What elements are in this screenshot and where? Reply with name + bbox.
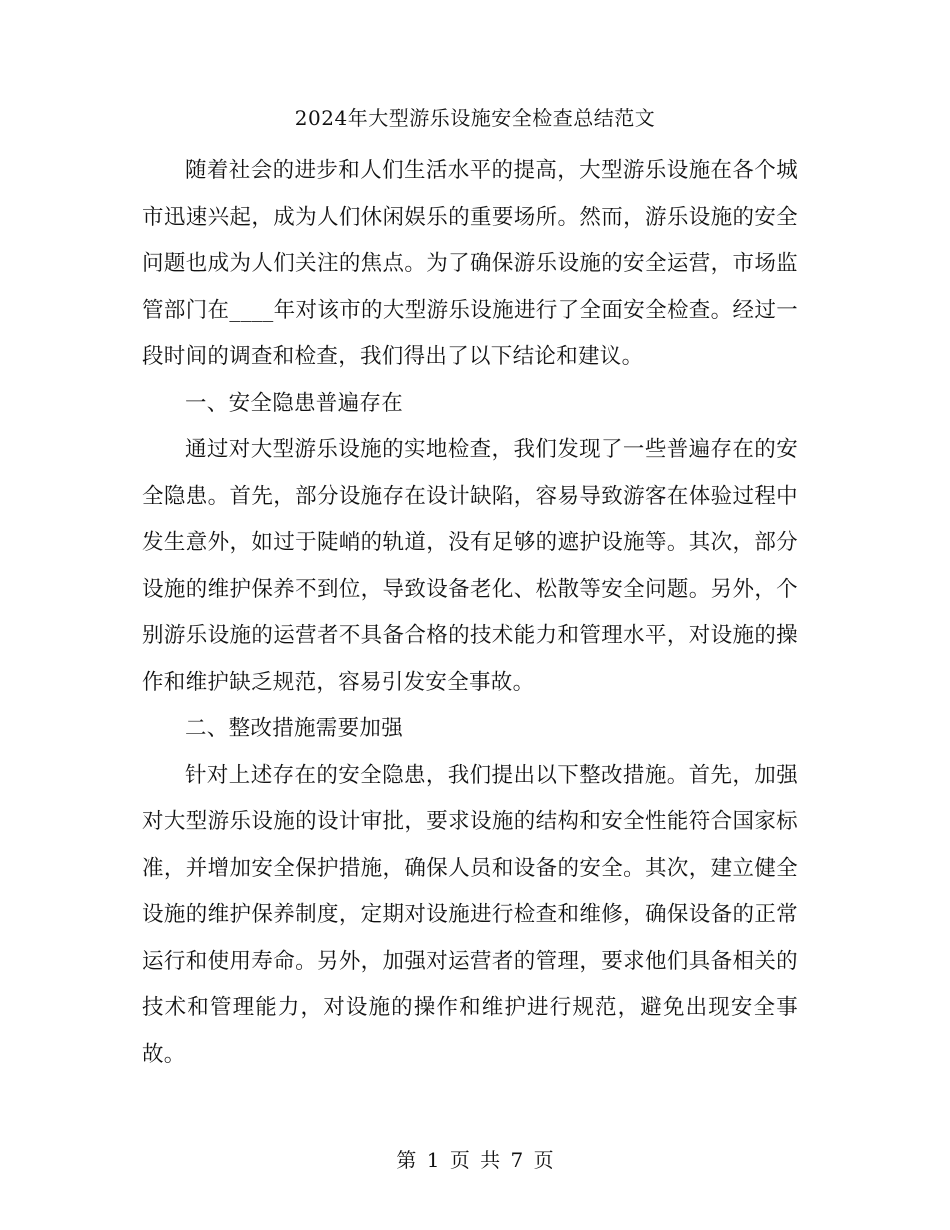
section-2-paragraph: 针对上述存在的安全隐患，我们提出以下整改措施。首先，加强对大型游乐设施的设计审批，要求设施的结构和安全性能符合国家标准，并增加安全保护措施，确保人员和设备的安全。其次，建立健全设施的维护保养制度，定期对设施进行检查和维修，确保设备的正常运行和使用寿命。另外，加强对运营者的管理，要求他们具备相关的技术和管理能力，对设施的操作和维护进行规范，避免出现安全事故。 [142, 762, 798, 1067]
document-body [142, 148, 798, 1078]
section-1-heading: 一、安全隐患普遍存在 [185, 390, 404, 416]
intro-paragraph: 随着社会的进步和人们生活水平的提高，大型游乐设施在各个城市迅速兴起，成为人们休闲娱乐的重要场所。然而，游乐设施的安全问题也成为人们关注的焦点。为了确保游乐设施的安全运营，市场监管部门在____年对该市的大型游乐设施进行了全面安全检查。经过一段时间的调查和检查，我们得出了以下结论和建议。 [142, 158, 798, 369]
section-2-heading: 二、整改措施需要加强 [185, 716, 404, 741]
section-1-paragraph: 通过对大型游乐设施的实地检查，我们发现了一些普遍存在的安全隐患。首先，部分设施存在设计缺陷，容易导致游客在体验过程中发生意外，如过于陡峭的轨道，没有足够的遮护设施等。其次，部分设施的维护保养不到位，导致设备老化、松散等安全问题。另外，个别游乐设施的运营者不具备合格的技术能力和管理水平，对设施的操作和维护缺乏规范，容易引发安全事故。 [142, 437, 798, 695]
document-title: 2024年大型游乐设施安全检查总结范文 [294, 106, 656, 130]
page-footer: 第 1 页 共 7 页 [396, 1148, 554, 1172]
